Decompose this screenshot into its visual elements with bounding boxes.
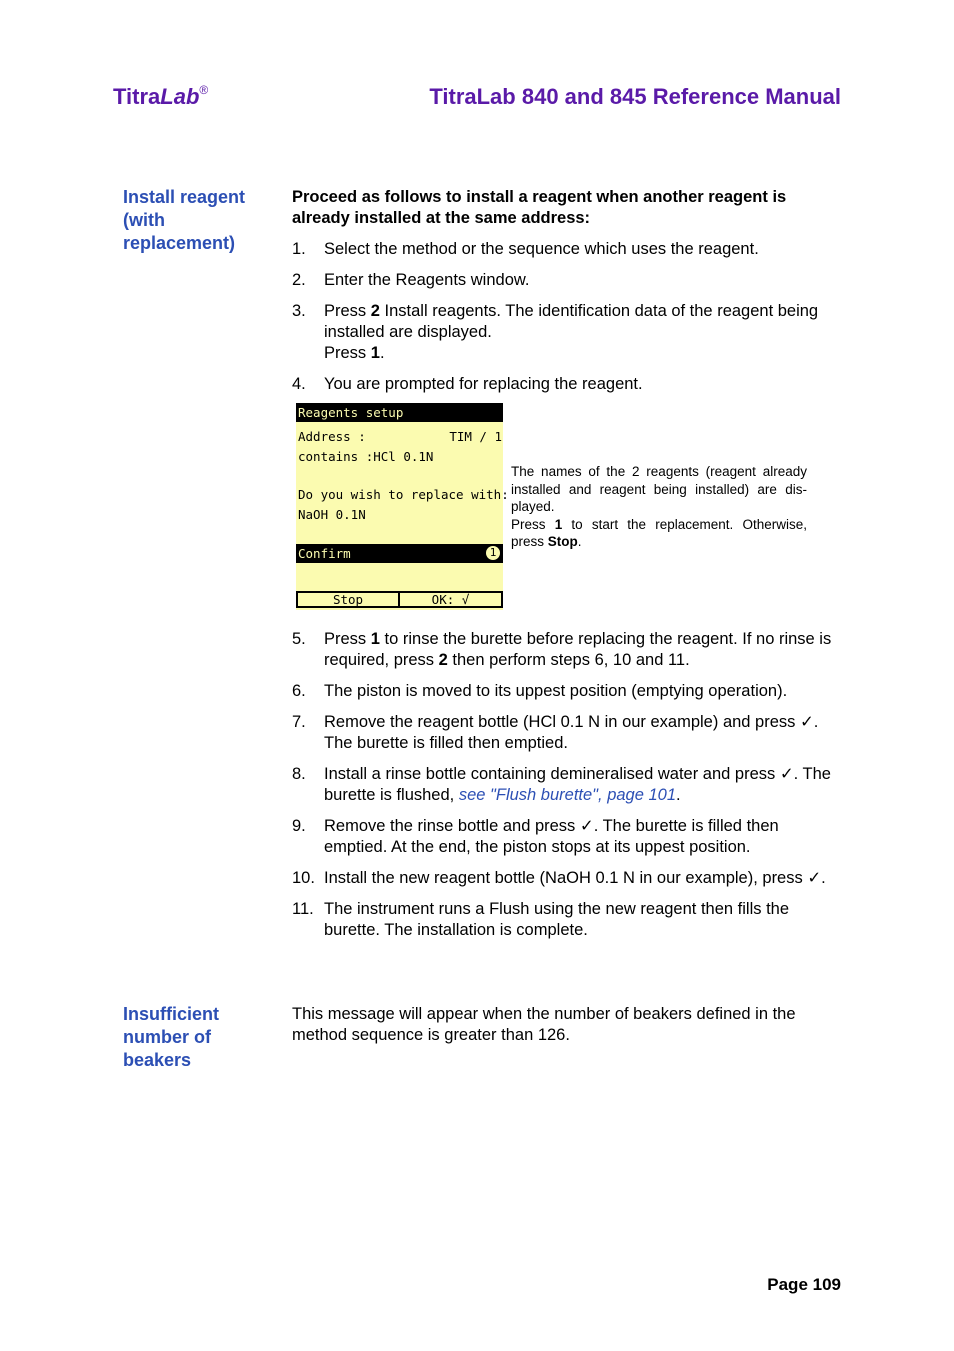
page-number: Page 109 xyxy=(767,1275,841,1294)
key-label: 1 xyxy=(554,516,563,532)
heading-line: Insufficient xyxy=(123,1004,220,1024)
step-item xyxy=(292,764,837,806)
step-number: 9. xyxy=(292,817,306,835)
step-text: Select the method or the sequence which uses the reagent. xyxy=(324,240,759,258)
step-item xyxy=(292,712,837,754)
step-text: . xyxy=(379,344,385,362)
new-reagent-line: NaOH 0.1N xyxy=(298,507,366,522)
step-text: Enter the Reagents window. xyxy=(324,271,530,289)
step-item xyxy=(292,816,837,858)
section-heading-insufficient-beakers xyxy=(123,1003,273,1072)
step-text: Remove the rinse bottle and press ✓. The burette is filled then emptied. At the end, the piston stops at its uppest position. xyxy=(324,817,779,856)
step-text: to rinse the burette before replacing the reagent. If no rinse is required, press xyxy=(324,630,832,669)
step-text: Remove the reagent bottle (HCl 0.1 N in our example) and press ✓. The burette is filled then emptied. xyxy=(324,713,819,752)
step-number: 5. xyxy=(292,630,306,648)
step-text: Press xyxy=(324,630,371,648)
step-text: . xyxy=(676,786,681,804)
screen-caption xyxy=(511,463,807,551)
flush-burette-link[interactable]: see "Flush burette", page 101 xyxy=(458,786,677,804)
registered-mark: ® xyxy=(199,83,209,97)
intro-text: Proceed as follows to install a reagent when another reagent is already installed at the same address: xyxy=(292,188,787,227)
step-number: 6. xyxy=(292,682,306,700)
step-item xyxy=(292,899,837,941)
brand-prefix: Titra xyxy=(113,84,161,109)
address-label: Address : xyxy=(298,429,366,444)
step-number: 4. xyxy=(292,375,306,393)
step-item xyxy=(292,301,837,364)
manual-title: TitraLab 840 and 845 Reference Manual xyxy=(429,84,841,109)
caption-text: Press xyxy=(511,516,555,532)
key-label: 2 xyxy=(370,302,380,320)
section-body-install-reagent xyxy=(292,187,837,405)
step-text: Install the new reagent bottle (NaOH 0.1 N in our example), press ✓. xyxy=(324,869,826,887)
contains-line: contains :HCl 0.1N xyxy=(298,449,434,464)
step-text: Install a rinse bottle containing demineralised water and press ✓. The burette is flushed, xyxy=(324,765,831,804)
step-number: 8. xyxy=(292,765,306,783)
caption-text: The names of the 2 reagents (reagent already installed and reagent being installed) are dis- played. xyxy=(511,464,807,514)
step-number: 1. xyxy=(292,240,306,258)
step-item xyxy=(292,239,837,260)
step-text: The piston is moved to its uppest position (emptying operation). xyxy=(324,682,788,700)
heading-line: replacement) xyxy=(123,233,236,253)
step-item xyxy=(292,270,837,291)
step-item xyxy=(292,681,837,702)
heading-line: (with xyxy=(123,210,165,230)
step-number: 10. xyxy=(292,869,315,887)
step-text: The instrument runs a Flush using the new reagent then fills the burette. The installation is complete. xyxy=(324,900,790,939)
lcd-display xyxy=(296,403,509,610)
section-body-insufficient-beakers: This message will appear when the number of beakers defined in the method sequence is greater than 126. xyxy=(292,1005,796,1044)
caption-text: to start the replacement. Otherwise, press xyxy=(511,516,807,549)
caption-text: . xyxy=(577,534,582,549)
section-heading-install-reagent xyxy=(123,186,273,255)
key-label: 1 xyxy=(370,630,380,648)
heading-line: beakers xyxy=(123,1050,192,1070)
step-item xyxy=(292,868,837,889)
section-body-steps-continued xyxy=(292,629,837,951)
confirm-bar xyxy=(296,544,503,563)
step-number: 3. xyxy=(292,302,306,320)
stop-button[interactable]: Stop xyxy=(296,591,400,608)
key-label: 2 xyxy=(438,651,448,669)
screen-title: Reagents setup xyxy=(296,403,503,422)
key-1-icon: 1 xyxy=(486,546,500,560)
step-text: You are prompted for replacing the reagent. xyxy=(324,375,643,393)
key-label: Stop xyxy=(547,534,578,549)
step-text: Press xyxy=(324,344,371,362)
heading-line: Install reagent xyxy=(123,187,246,207)
step-number: 11. xyxy=(292,900,314,918)
address-value: TIM / 1 xyxy=(449,429,502,444)
step-number: 7. xyxy=(292,713,306,731)
confirm-label: Confirm xyxy=(298,546,351,561)
step-text: Install reagents. The identification data of the reagent being installed are displayed. xyxy=(324,302,819,341)
question-line: Do you wish to replace with: xyxy=(298,487,509,502)
step-text: Press xyxy=(324,302,371,320)
step-text: then perform steps 6, 10 and 11. xyxy=(447,651,690,669)
brand-logo xyxy=(113,84,208,110)
key-label: 1 xyxy=(370,344,380,362)
reagents-setup-screen xyxy=(296,403,509,610)
ok-button[interactable]: OK: √ xyxy=(398,591,503,608)
brand-italic: Lab xyxy=(160,84,200,109)
step-item xyxy=(292,629,837,671)
heading-line: number of xyxy=(123,1027,211,1047)
step-number: 2. xyxy=(292,271,306,289)
step-item xyxy=(292,374,837,395)
